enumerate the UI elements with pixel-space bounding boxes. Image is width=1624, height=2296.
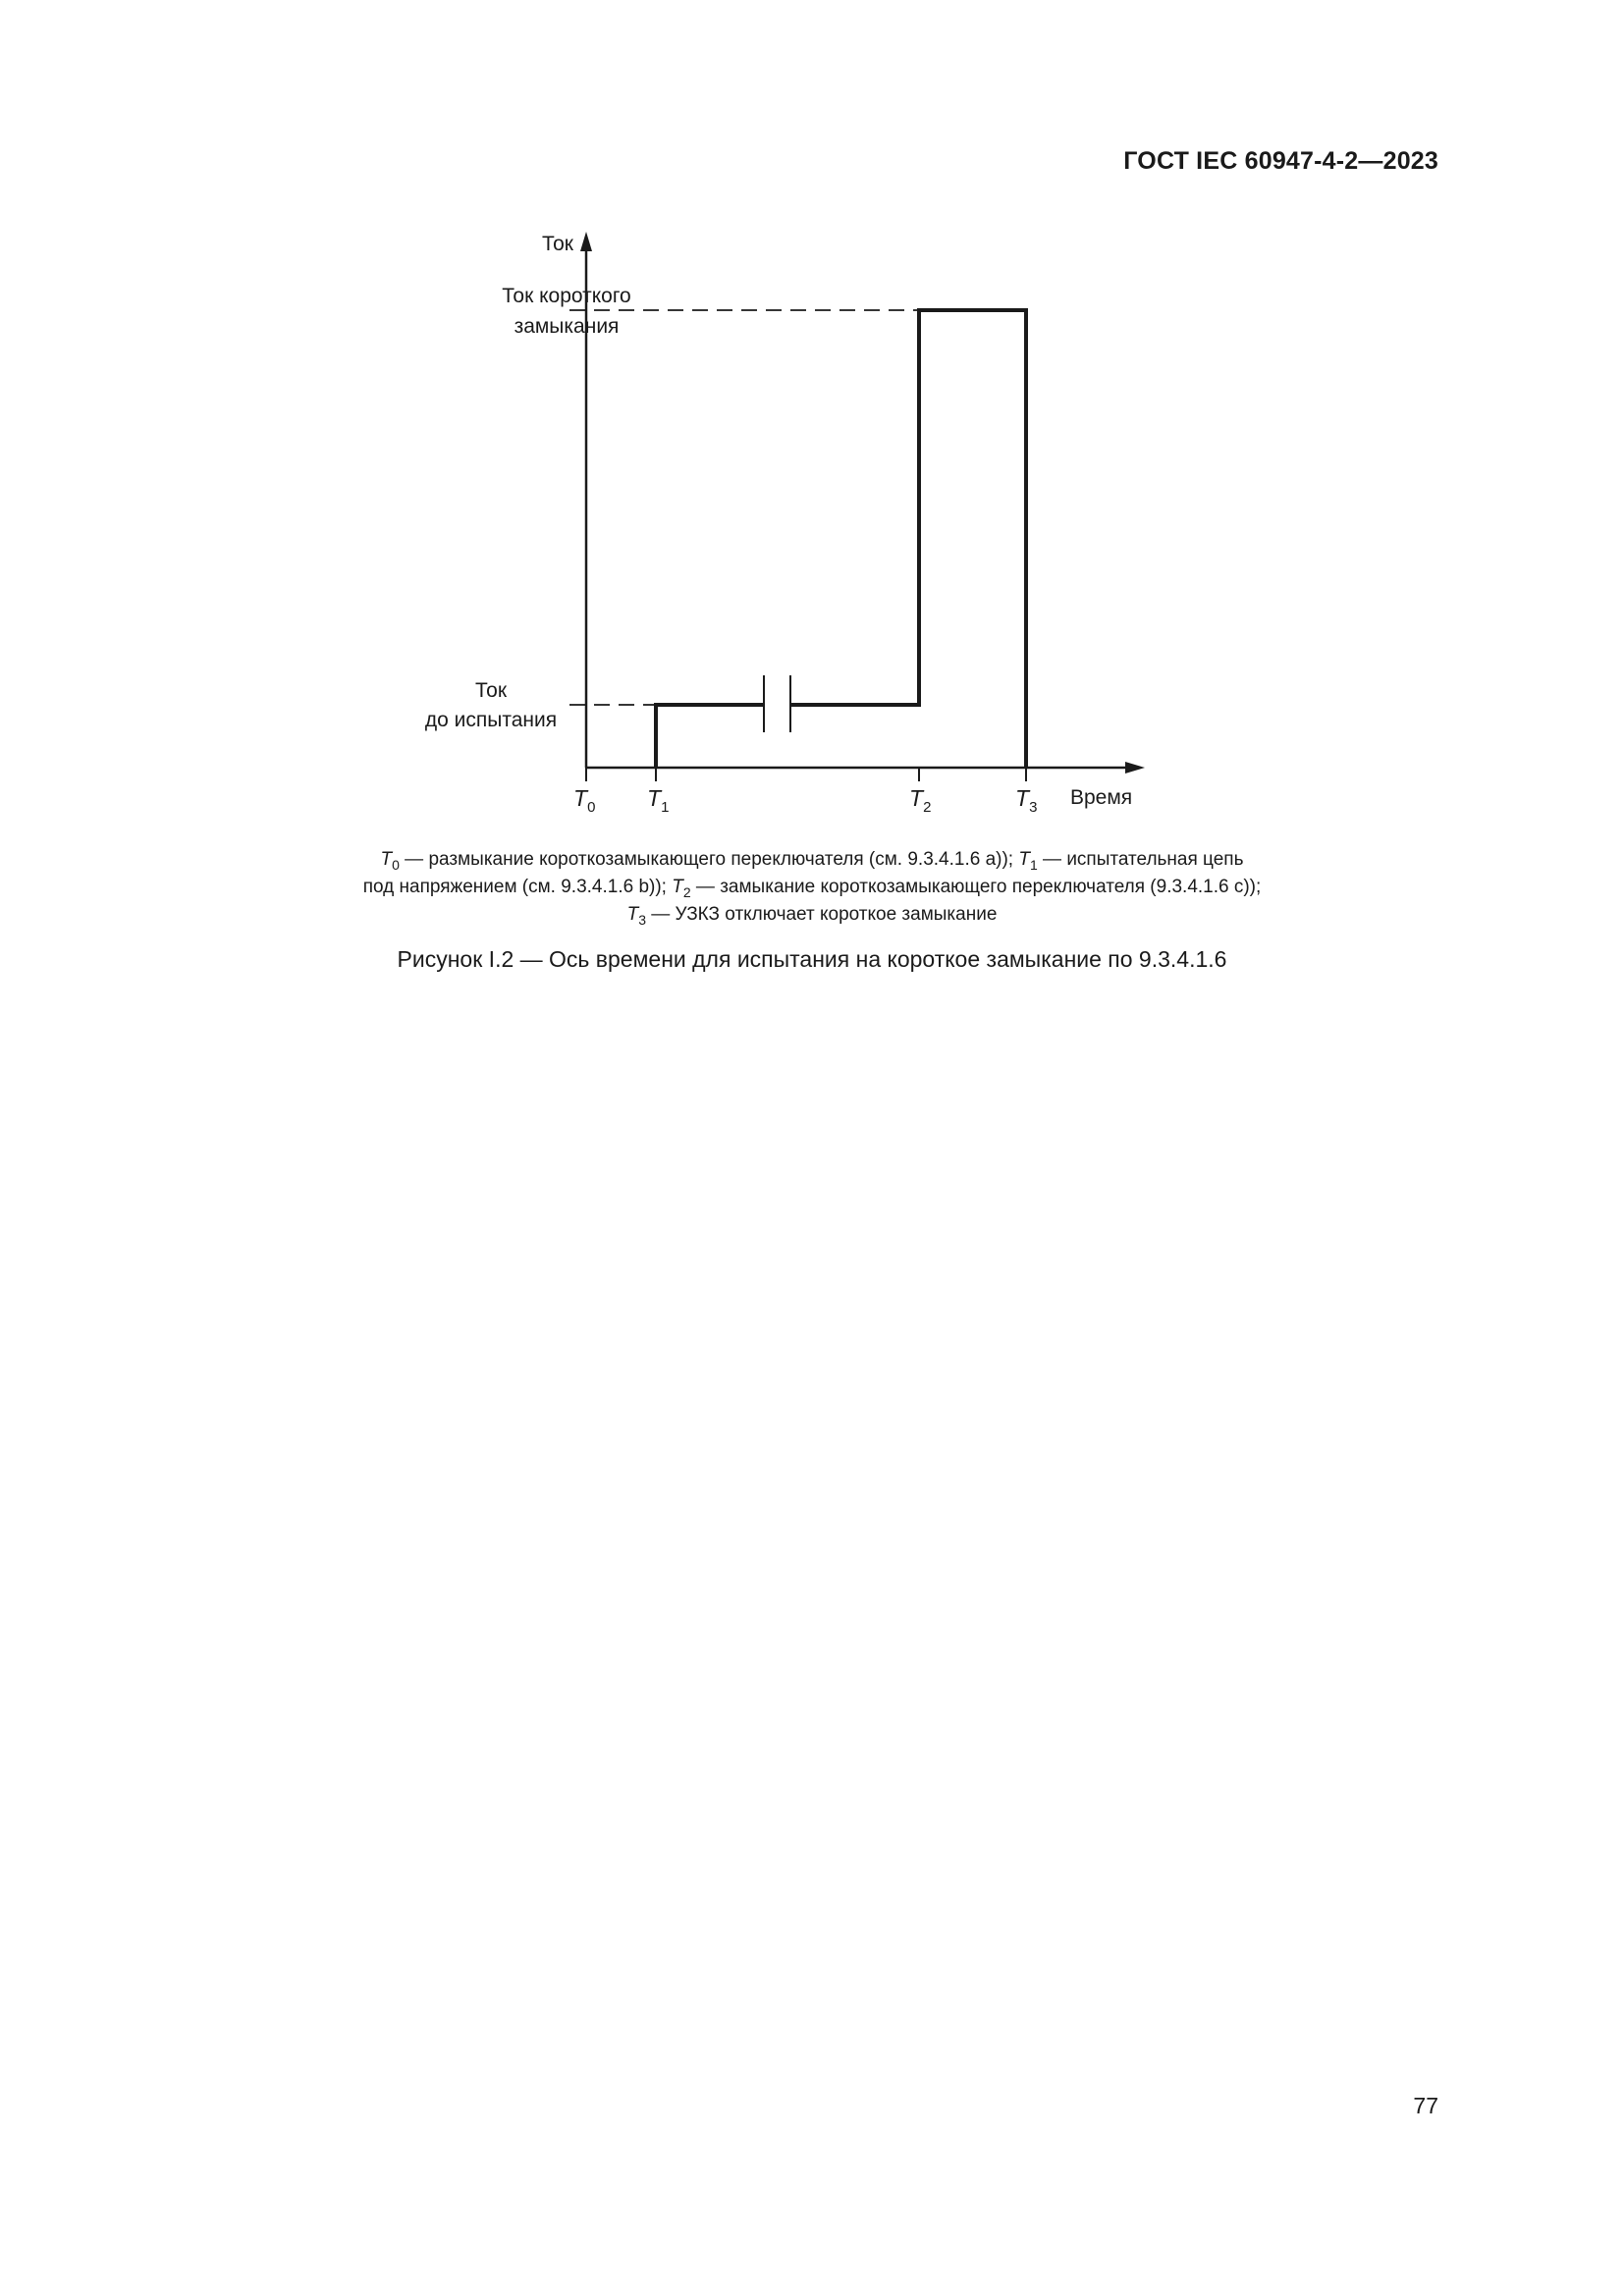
- page-number: 77: [1413, 2093, 1438, 2118]
- current-waveform-part2: [791, 310, 1026, 768]
- time-mark-t0: $T_0$: [573, 785, 596, 816]
- current-waveform-part1: [656, 705, 763, 768]
- figure-legend: [0, 846, 1624, 929]
- time-mark-t2: $T_2$: [909, 785, 932, 816]
- figure-caption: Рисунок I.2 — Ось времени для испытания на короткое замыкание по 9.3.4.1.6: [397, 946, 1227, 972]
- pre-test-current-label-line1: Ток: [474, 679, 508, 702]
- legend-line-2: под напряжением (см. 9.3.4.1.6 b)); $T_2$ — замыкание короткозамыкающего переключателя (9.3.4.1.6 с));: [362, 877, 1262, 900]
- x-axis-arrow-icon: [1125, 762, 1145, 774]
- legend-line-3: $T_3$ — УЗКЗ отключает короткое замыкание: [626, 904, 998, 928]
- short-circuit-current-label-line1: Ток короткого: [502, 285, 631, 307]
- time-mark-t3: $T_3$: [1015, 785, 1038, 816]
- short-circuit-current-label-line2: замыкания: [514, 315, 620, 338]
- legend-line-1: $T_0$ — размыкание короткозамыкающего переключателя (см. 9.3.4.1.6 а)); $T_1$ — испытательная цепь: [380, 849, 1244, 873]
- x-axis-label: Время: [1070, 786, 1133, 809]
- time-axis-diagram: [0, 0, 1624, 844]
- y-axis-label: Ток: [541, 233, 573, 255]
- document-number-header: ГОСТ IEC 60947-4-2—2023: [1123, 147, 1438, 175]
- y-axis-arrow-icon: [580, 232, 592, 251]
- pre-test-current-label-line2: до испытания: [424, 709, 558, 731]
- time-mark-t1: $T_1$: [647, 785, 670, 816]
